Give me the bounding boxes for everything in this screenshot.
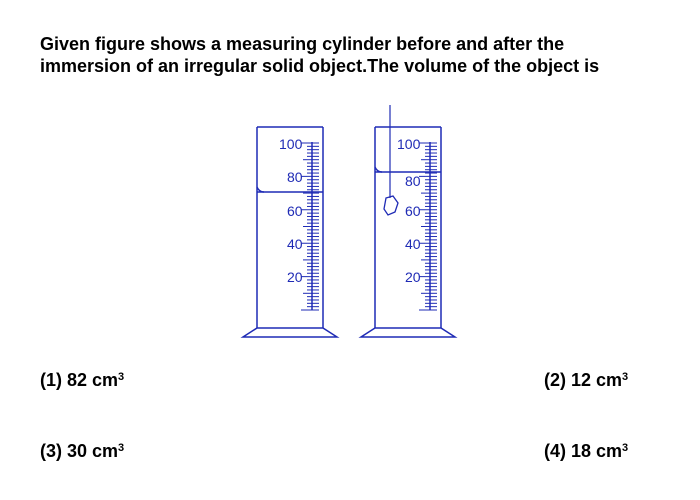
measuring-cylinders-svg xyxy=(230,100,470,350)
option-1-label: (1) 82 cm xyxy=(40,370,119,390)
before-label-60: 60 xyxy=(287,203,303,219)
option-2-label: (2) 12 cm xyxy=(544,370,623,390)
measuring-cylinders-figure xyxy=(230,100,470,350)
cylinder-before xyxy=(243,127,337,337)
before-label-100: 100 xyxy=(279,136,303,152)
option-2[interactable] xyxy=(544,370,628,391)
option-4-unit-sup: 3 xyxy=(622,442,629,454)
before-label-20: 20 xyxy=(287,269,303,285)
option-1-unit-sup: 3 xyxy=(118,371,125,383)
after-label-100: 100 xyxy=(397,136,421,152)
after-label-60: 60 xyxy=(405,203,421,219)
cylinder-before-base xyxy=(243,328,337,337)
option-2-unit-sup: 3 xyxy=(622,371,629,383)
before-label-40: 40 xyxy=(287,236,303,252)
before-label-80: 80 xyxy=(287,169,303,185)
irregular-object-icon xyxy=(384,196,398,215)
after-label-20: 20 xyxy=(405,269,421,285)
after-label-40: 40 xyxy=(405,236,421,252)
question-line-2: immersion of an irregular solid object.The volume of the object is xyxy=(40,56,600,76)
option-1[interactable] xyxy=(40,370,124,391)
question-text xyxy=(40,33,680,77)
option-4[interactable] xyxy=(544,441,628,462)
option-3[interactable] xyxy=(40,441,124,462)
option-3-label: (3) 30 cm xyxy=(40,441,119,461)
after-label-80: 80 xyxy=(405,173,421,189)
option-4-label: (4) 18 cm xyxy=(544,441,623,461)
cylinder-after-base xyxy=(361,328,455,337)
option-3-unit-sup: 3 xyxy=(118,442,125,454)
question-line-1: Given figure shows a measuring cylinder before and after the xyxy=(40,34,565,54)
